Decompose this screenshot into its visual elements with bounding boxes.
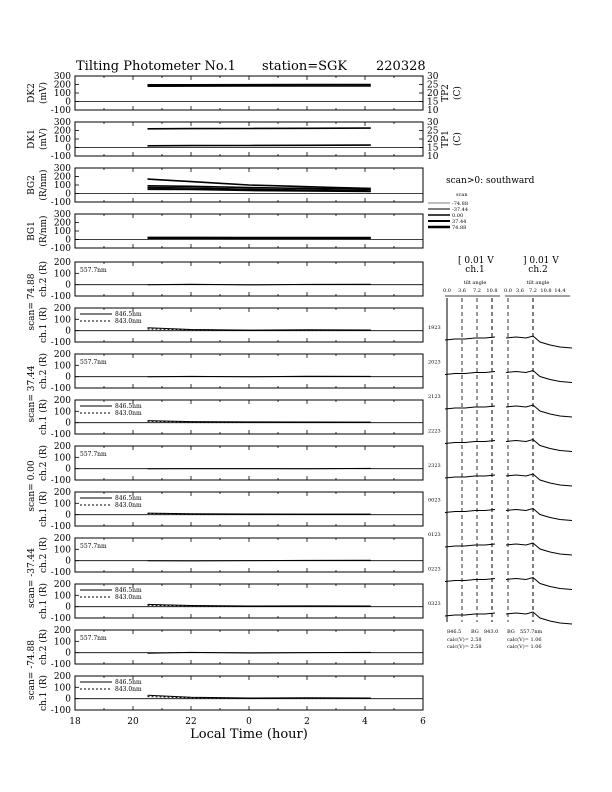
y-tick-label: -100 [50,198,71,208]
panel-ylabel-bg1: BG1 [27,221,37,241]
time-label: 0223 [428,566,441,573]
southward-heading: scan>0: southward [446,176,535,186]
y-tick-label: 0 [65,372,71,383]
right-ylabel-dk1: TP1 [441,130,451,148]
right-y-tick-label: 30 [427,72,439,82]
ch1-tilt-curve [445,337,495,340]
scan-label-0: scan= 74.88 [27,273,37,331]
ch2-ylabel-4: ch.2 (R) [39,628,49,666]
right-y-tick-label: 10 [427,152,439,162]
ch2-tilt-angle: tilt angle [526,280,550,286]
panel-yunit-bg2: (R/nm) [39,169,49,201]
ch2-scale: ] 0.01 V [523,256,559,266]
legend-label-846: 846.5nm [115,311,142,318]
y-tick-label: 300 [53,164,71,174]
scan-legend-label: -37.44 [452,207,469,213]
legend-label-843: 843.0nm [115,318,142,325]
ch2-tilt-curve [506,612,572,624]
ch2-tilt-curve [506,509,572,521]
y-tick-label: 100 [53,683,71,694]
ch1-angle-tick: 3.6 [458,288,466,294]
scan-legend-label: 74.88 [452,225,467,231]
panel-yunit-bg1: (R/nm) [39,215,49,247]
ch2-angle-tick: 3.6 [516,288,524,294]
ch2-line-label: 557.7nm [80,451,107,458]
ch2-line-label: 557.7nm [80,543,107,550]
ch2-series-4 [148,652,371,653]
ch1-tilt-curve [445,544,495,547]
ch1-tilt-curve [445,441,495,444]
y-tick-label: 0 [65,602,71,613]
panel-ylabel-dk1: DK1 [27,129,37,149]
panel-frame-ch2-4 [75,630,423,664]
y-tick-label: 0 [65,280,71,291]
y-tick-label: 0 [65,648,71,659]
ch1-ylabel-1: ch.1 (R) [39,398,49,436]
y-tick-label: 200 [53,672,71,682]
right-yunit-dk1: (C) [453,132,463,146]
y-tick-label: 100 [53,269,71,280]
time-label: 1923 [428,325,441,331]
ch2-tilt-curve [506,578,572,590]
y-tick-label: 200 [53,304,71,314]
y-tick-label: -100 [50,660,71,670]
y-tick-label: 0 [65,326,71,337]
ch2-tilt-curve [506,543,572,555]
ch2-tilt-curve [506,371,572,383]
y-tick-label: 200 [53,488,71,498]
panel-frame-1 [75,122,423,156]
series-line-dk1-0 [148,128,371,129]
y-tick-label: 0 [65,418,71,429]
scan-legend-label: -74.88 [452,201,469,207]
legend-label-846: 846.5nm [115,679,142,686]
ch2-series-1 [148,376,371,377]
right-y-tick-label: 10 [427,106,439,116]
time-label: 2323 [428,463,441,469]
panel-yunit-dk2: (mV) [39,81,49,105]
time-label: 2023 [428,359,441,366]
x-tick-label: 4 [362,717,368,727]
y-tick-label: -100 [50,338,71,348]
legend-title: scan [456,192,468,198]
panel-frame-ch2-0 [75,262,423,296]
bottom-wavelength-label: BG [471,629,479,635]
y-tick-label: 200 [53,396,71,406]
ch2-ylabel-1: ch.2 (R) [39,352,49,390]
ch2-tilt-curve [506,440,572,452]
ch1-tilt-curve [445,475,495,478]
ch2-ylabel-3: ch.2 (R) [39,536,49,574]
legend-label-846: 846.5nm [115,403,142,410]
y-tick-label: 200 [53,80,71,91]
right-y-tick-label: 25 [427,126,439,137]
ch2-tilt-curve [506,474,572,486]
ch1-ylabel-4: ch.1 (R) [39,674,49,712]
y-tick-label: 200 [53,442,71,452]
bottom-wavelength-label: 557.7nm [520,629,543,635]
x-axis-label: Local Time (hour) [190,727,308,742]
right-y-tick-label: 15 [427,97,439,108]
y-tick-label: 100 [53,315,71,326]
y-tick-label: 300 [53,118,71,128]
legend-label-843: 843.0nm [115,686,142,693]
bottom-wavelength-label: BG [507,629,515,635]
bottom-wavelength-label: 846.5 [447,629,462,635]
panel-frame-ch2-1 [75,354,423,388]
legend-label-846: 846.5nm [115,587,142,594]
ch1-angle-tick: 0.0 [443,288,451,294]
right-yunit-dk2: (C) [453,86,463,100]
ch2-line-label: 557.7nm [80,635,107,642]
y-tick-label: 200 [53,626,71,636]
scan-legend-label: 37.44 [452,219,467,225]
y-tick-label: 0 [65,464,71,475]
x-tick-label: 6 [420,717,426,727]
y-tick-label: 100 [53,545,71,556]
right-y-tick-label: 15 [427,143,439,154]
x-tick-label: 18 [69,717,81,727]
legend-label-843: 843.0nm [115,594,142,601]
y-tick-label: -100 [50,430,71,440]
time-label: 0323 [428,601,441,607]
y-tick-label: 100 [53,407,71,418]
ch2-ylabel-0: ch.2 (R) [39,260,49,298]
station-label: station=SGK [262,59,348,74]
calc-ch2: calc(V)= 1.06 [507,637,542,643]
ch1-tilt-curve [445,613,495,616]
ch2-angle-tick: 7.2 [529,288,537,294]
ch2-line-label: 557.7nm [80,267,107,274]
y-tick-label: -100 [50,522,71,532]
x-tick-label: 0 [246,717,252,727]
calc-ch1: calc(V)= 2.58 [447,644,482,650]
scan-legend-label: 0.00 [452,213,464,219]
legend-label-846: 846.5nm [115,495,142,502]
y-tick-label: 0 [65,235,71,246]
ch2-ylabel-2: ch.2 (R) [39,444,49,482]
y-tick-label: 200 [53,218,71,229]
time-label: 2223 [428,428,441,435]
y-tick-label: -100 [50,244,71,254]
y-tick-label: 100 [53,591,71,602]
y-tick-label: -100 [50,706,71,716]
y-tick-label: -100 [50,292,71,302]
ch1-label: ch.1 [465,265,485,275]
ch1-scale: [ 0.01 V [458,256,494,266]
ch2-tilt-curve [506,405,572,417]
y-tick-label: 200 [53,172,71,183]
y-tick-label: 200 [53,258,71,268]
ch1-tilt-curve [445,579,495,582]
y-tick-label: -100 [50,568,71,578]
bottom-wavelength-label: 843.0 [484,629,499,635]
y-tick-label: 200 [53,126,71,137]
scan-label-1: scan= 37.44 [27,365,37,423]
y-tick-label: 0 [65,189,71,200]
ch1-ylabel-3: ch.1 (R) [39,582,49,620]
y-tick-label: 100 [53,453,71,464]
ch2-angle-tick: 0.0 [504,288,512,294]
chart-title: Tilting Photometer No.1 [76,59,236,74]
ch1-tilt-curve [445,510,495,513]
right-y-tick-label: 25 [427,80,439,91]
y-tick-label: 100 [53,499,71,510]
y-tick-label: 100 [53,135,71,145]
panel-yunit-dk1: (mV) [39,127,49,151]
ch1-angle-tick: 7.2 [473,288,481,294]
y-tick-label: 0 [65,143,71,154]
panel-ylabel-bg2: BG2 [27,175,37,195]
y-tick-label: 200 [53,534,71,544]
y-tick-label: 0 [65,510,71,521]
calc-ch2: calc(V)= 1.06 [507,644,542,650]
y-tick-label: 100 [53,89,71,99]
ch2-label: ch.2 [528,265,548,275]
y-tick-label: -100 [50,384,71,394]
ch1-ylabel-2: ch.1 (R) [39,490,49,528]
y-tick-label: 0 [65,694,71,705]
ch1-ylabel-0: ch.1 (R) [39,306,49,344]
panel-ylabel-dk2: DK2 [27,83,37,103]
time-label: 2123 [428,394,441,400]
time-label: 0023 [428,497,441,504]
ch1-tilt-curve [445,406,495,409]
ch1-angle-tick: 10.8 [486,288,498,294]
ch2-angle-tick: 10.8 [540,288,552,294]
x-tick-label: 2 [304,717,310,727]
y-tick-label: 200 [53,580,71,590]
date-label: 220328 [376,59,426,74]
y-tick-label: -100 [50,106,71,116]
y-tick-label: 0 [65,97,71,108]
ch2-angle-tick: 14.4 [554,288,566,294]
right-y-tick-label: 20 [427,135,439,145]
scan-label-2: scan= 0.00 [27,460,37,512]
y-tick-label: 100 [53,227,71,237]
y-tick-label: 200 [53,350,71,360]
y-tick-label: 100 [53,361,71,372]
scan-label-4: scan= -74.88 [27,639,37,701]
calc-ch1: calc(V)= 2.58 [447,637,482,643]
legend-label-843: 843.0nm [115,410,142,417]
right-y-tick-label: 30 [427,118,439,128]
right-y-tick-label: 20 [427,89,439,99]
y-tick-label: -100 [50,152,71,162]
y-tick-label: 300 [53,210,71,220]
right-ylabel-dk2: TP2 [441,84,451,102]
ch1-tilt-angle: tilt angle [463,280,487,286]
y-tick-label: -100 [50,614,71,624]
x-tick-label: 20 [127,717,139,727]
panel-frame-ch2-3 [75,538,423,572]
y-tick-label: -100 [50,476,71,486]
y-tick-label: 100 [53,181,71,191]
y-tick-label: 0 [65,556,71,567]
series-line-dk1-1 [148,145,371,146]
panel-frame-3 [75,214,423,248]
legend-label-843: 843.0nm [115,502,142,509]
time-label: 0123 [428,532,441,538]
panel-frame-0 [75,76,423,110]
x-tick-label: 22 [185,717,197,727]
scan-label-3: scan= -37.44 [27,547,37,609]
ch2-series-3 [148,560,371,561]
ch2-tilt-curve [506,336,572,348]
ch1-tilt-curve [445,372,495,375]
panel-frame-ch2-2 [75,446,423,480]
y-tick-label: 100 [53,637,71,648]
y-tick-label: 300 [53,72,71,82]
ch2-line-label: 557.7nm [80,359,107,366]
